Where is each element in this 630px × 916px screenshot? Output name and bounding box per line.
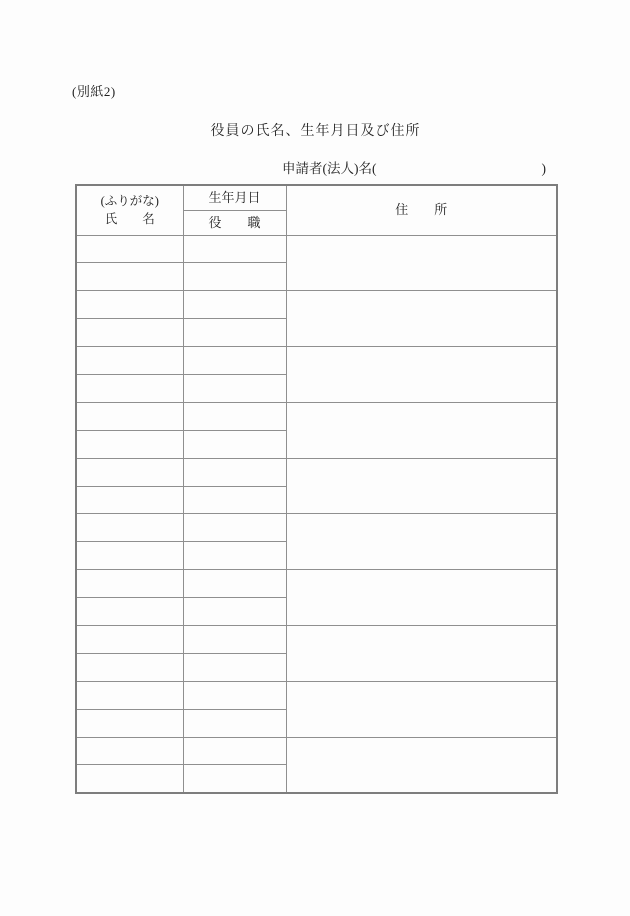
position-cell	[183, 765, 286, 793]
address-cell	[286, 458, 557, 514]
name-cell	[76, 486, 183, 514]
name-cell	[76, 291, 183, 319]
birthdate-cell	[183, 570, 286, 598]
birthdate-cell	[183, 402, 286, 430]
name-cell	[76, 542, 183, 570]
address-cell	[286, 291, 557, 347]
birthdate-cell	[183, 514, 286, 542]
name-cell	[76, 653, 183, 681]
table-row	[76, 458, 557, 486]
birthdate-cell	[183, 625, 286, 653]
document-title: 役員の氏名、生年月日及び住所	[210, 124, 421, 139]
header-furigana-name	[76, 185, 183, 235]
position-cell	[183, 486, 286, 514]
attachment-label: (別紙2)	[72, 84, 116, 99]
name-cell	[76, 709, 183, 737]
position-cell	[183, 542, 286, 570]
table-body	[76, 235, 557, 793]
name-cell	[76, 458, 183, 486]
header-furigana-label: (ふりがな)	[100, 194, 159, 209]
address-cell	[286, 235, 557, 291]
name-cell	[76, 319, 183, 347]
header-address: 住 所	[286, 185, 557, 235]
name-cell	[76, 235, 183, 263]
birthdate-cell	[183, 347, 286, 375]
birthdate-cell	[183, 458, 286, 486]
address-cell	[286, 681, 557, 737]
table-row	[76, 291, 557, 319]
birthdate-cell	[183, 681, 286, 709]
name-cell	[76, 765, 183, 793]
position-cell	[183, 430, 286, 458]
table-row	[76, 402, 557, 430]
address-cell	[286, 737, 557, 793]
name-cell	[76, 598, 183, 626]
header-name-label: 氏 名	[104, 212, 155, 227]
table-header	[76, 185, 557, 235]
position-cell	[183, 709, 286, 737]
birthdate-cell	[183, 291, 286, 319]
name-cell	[76, 263, 183, 291]
applicant-name-label: 申請者(法人)名(	[282, 161, 377, 176]
header-birthdate: 生年月日	[183, 185, 286, 210]
name-cell	[76, 347, 183, 375]
name-cell	[76, 402, 183, 430]
table-row	[76, 737, 557, 765]
name-cell	[76, 514, 183, 542]
header-row-top	[76, 185, 557, 210]
table-row	[76, 347, 557, 375]
name-cell	[76, 430, 183, 458]
header-position: 役 職	[183, 210, 286, 235]
table-row	[76, 235, 557, 263]
name-cell	[76, 681, 183, 709]
name-cell	[76, 625, 183, 653]
applicant-close-paren: )	[541, 161, 546, 176]
name-cell	[76, 737, 183, 765]
name-cell	[76, 374, 183, 402]
address-cell	[286, 347, 557, 403]
table-row	[76, 681, 557, 709]
position-cell	[183, 653, 286, 681]
position-cell	[183, 598, 286, 626]
officers-table	[75, 184, 558, 794]
table-row	[76, 514, 557, 542]
position-cell	[183, 319, 286, 347]
position-cell	[183, 263, 286, 291]
applicant-name-line	[282, 157, 546, 177]
position-cell	[183, 374, 286, 402]
address-cell	[286, 514, 557, 570]
address-cell	[286, 625, 557, 681]
table-row	[76, 625, 557, 653]
table-row	[76, 570, 557, 598]
address-cell	[286, 570, 557, 626]
address-cell	[286, 402, 557, 458]
birthdate-cell	[183, 737, 286, 765]
birthdate-cell	[183, 235, 286, 263]
name-cell	[76, 570, 183, 598]
